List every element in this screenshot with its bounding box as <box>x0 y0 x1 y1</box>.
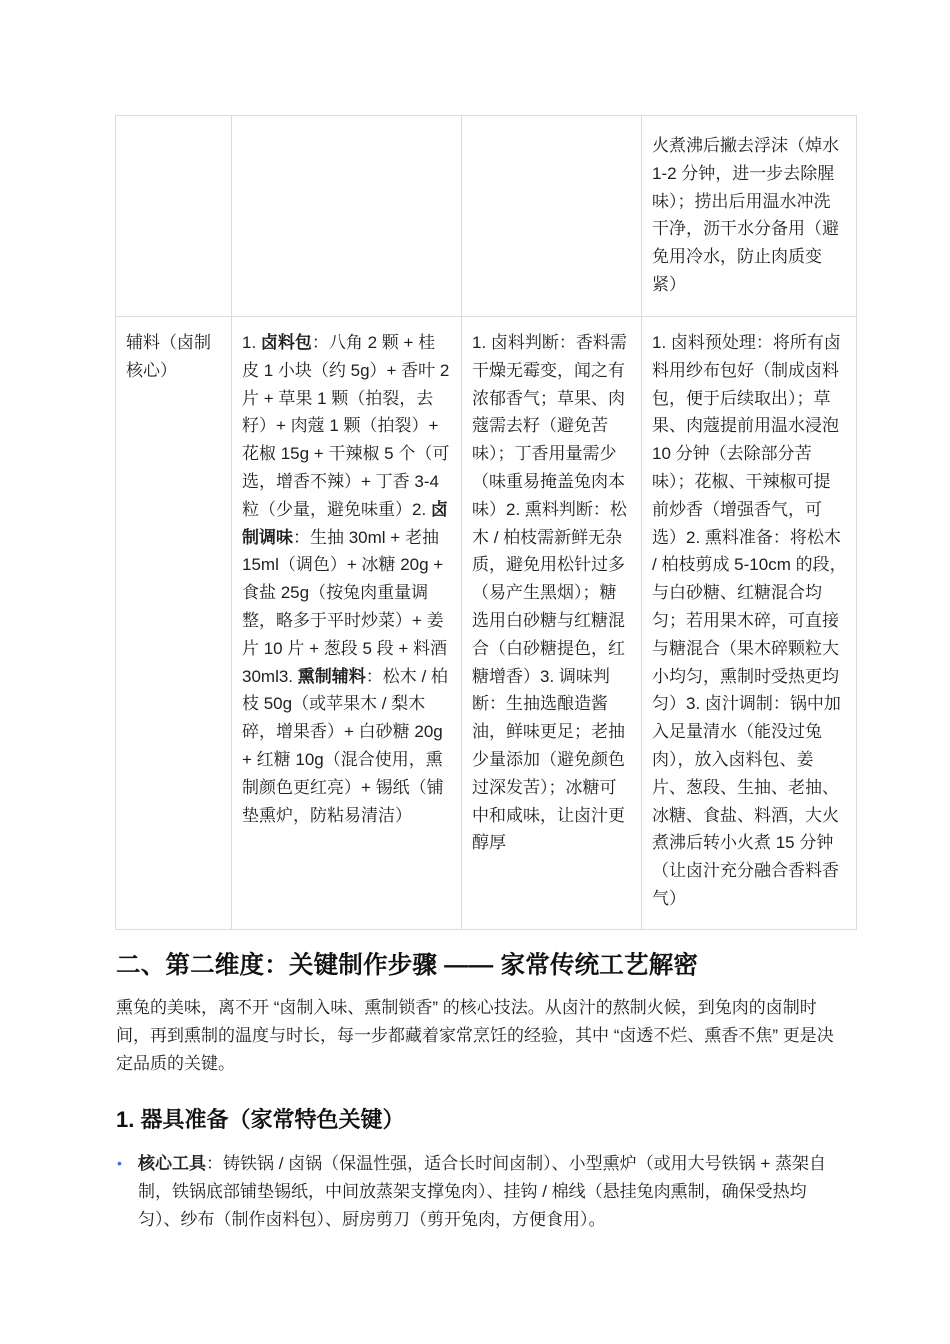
cell-text-segment-bold <box>298 667 366 686</box>
table-cell-preparation: 1. 卤料预处理：将所有卤料用纱布包好（制成卤料包，便于后续取出）；草果、肉蔻提前用温水浸泡 10 分钟（去除部分苦味）；花椒、干辣椒可提前炒香（增强香气，可选）2. 熏料准备：将松木 / 柏枝剪成 5-10cm 的段，与白砂糖、红糖混合均匀；若用果木碎，可直接与糖混合（果木碎颗粒大小均匀，熏制时受热更均匀）3. 卤汁调制：锅中加入足量清水（能没过兔肉），放入卤料包、姜片、葱段、生抽、老抽、冰糖、食盐、料酒，大火煮沸后转小火煮 15 分钟（让卤汁充分融合香料香气） <box>642 317 857 930</box>
table-cell-category: 辅料（卤制核心） <box>116 317 232 930</box>
bold-label: 熏制辅料 <box>297 666 366 686</box>
table-cell-ingredients <box>232 317 462 930</box>
bold-label: 卤料包 <box>260 333 312 352</box>
bullet-icon: • <box>117 1155 122 1171</box>
cell-text-segment: ：八角 2 颗 + 桂皮 1 小块（约 5g）+ 香叶 2 片 + 草果 1 颗（拍裂，去籽）+ 肉蔻 1 颗（拍裂）+ 花椒 15g + 干辣椒 5 个（可选，增香不辣）+ 丁香 3-4 粒（少量，避免味重）2. <box>242 333 450 519</box>
table-row <box>116 116 857 317</box>
table-cell-judgement: 1. 卤料判断：香料需干燥无霉变，闻之有浓郁香气；草果、肉蔻需去籽（避免苦味）；丁香用量需少（味重易掩盖兔肉本味）2. 熏料判断：松木 / 柏枝需新鲜无杂质，避免用松针过多（易产生黑烟）；糖选用白砂糖与红糖混合（白砂糖提色，红糖增香）3. 调味判断：生抽选酿造酱油，鲜味更足；老抽少量添加（避免颜色过深发苦）；冰糖可中和咸味，让卤汁更醇厚 <box>462 317 642 930</box>
cell-text-segment: ：生抽 30ml + 老抽 15ml（调色）+ 冰糖 20g + 食盐 25g（按兔肉重量调整，略多于平时炒菜）+ 姜片 10 片 + 葱段 5 段 + 料酒 30ml3. <box>242 527 448 686</box>
section-title: 二、第二维度：关键制作步骤 —— 家常传统工艺解密 <box>116 952 699 979</box>
list-item <box>116 1150 840 1233</box>
list-item-label: 核心工具 <box>138 1154 206 1173</box>
table-cell <box>462 116 642 317</box>
table-row <box>116 317 857 930</box>
ingredient-table <box>115 115 857 930</box>
intro-paragraph: 熏兔的美味，离不开 “卤制入味、熏制锁香” 的核心技法。从卤汁的熬制火候，到兔肉的卤制时间，再到熏制的温度与时长，每一步都藏着家常烹饪的经验，其中 “卤透不烂、熏香不焦” 更是决定品质的关键。 <box>116 998 834 1073</box>
table-cell: 火煮沸后撇去浮沫（焯水 1-2 分钟，进一步去除腥味）；捞出后用温水冲洗干净，沥干水分备用（避免用冷水，防止肉质变紧） <box>642 116 857 317</box>
table-cell <box>232 116 462 317</box>
bold-label: 卤制调味 <box>242 499 448 547</box>
tools-list <box>116 1150 840 1233</box>
cell-text-segment: 1. <box>242 333 261 352</box>
cell-text-segment-bold <box>261 333 312 352</box>
subsection-title: 1. 器具准备（家常特色关键） <box>116 1107 405 1132</box>
cell-text-segment: ：松木 / 柏枝 50g（或苹果木 / 梨木碎，增果香）+ 白砂糖 20g + 红糖 10g（混合使用，熏制颜色更红亮）+ 锡纸（铺垫熏炉，防粘易清洁） <box>242 666 448 825</box>
list-item-text: ：铸铁锅 / 卤锅（保温性强，适合长时间卤制）、小型熏炉（或用大号铁锅 + 蒸架自制，铁锅底部铺垫锡纸，中间放蒸架支撑兔肉）、挂钩 / 棉线（悬挂兔肉熏制，确保受热均匀）、纱布（制作卤料包）、厨房剪刀（剪开兔肉，方便食用）。 <box>138 1154 827 1229</box>
table-cell <box>116 116 232 317</box>
